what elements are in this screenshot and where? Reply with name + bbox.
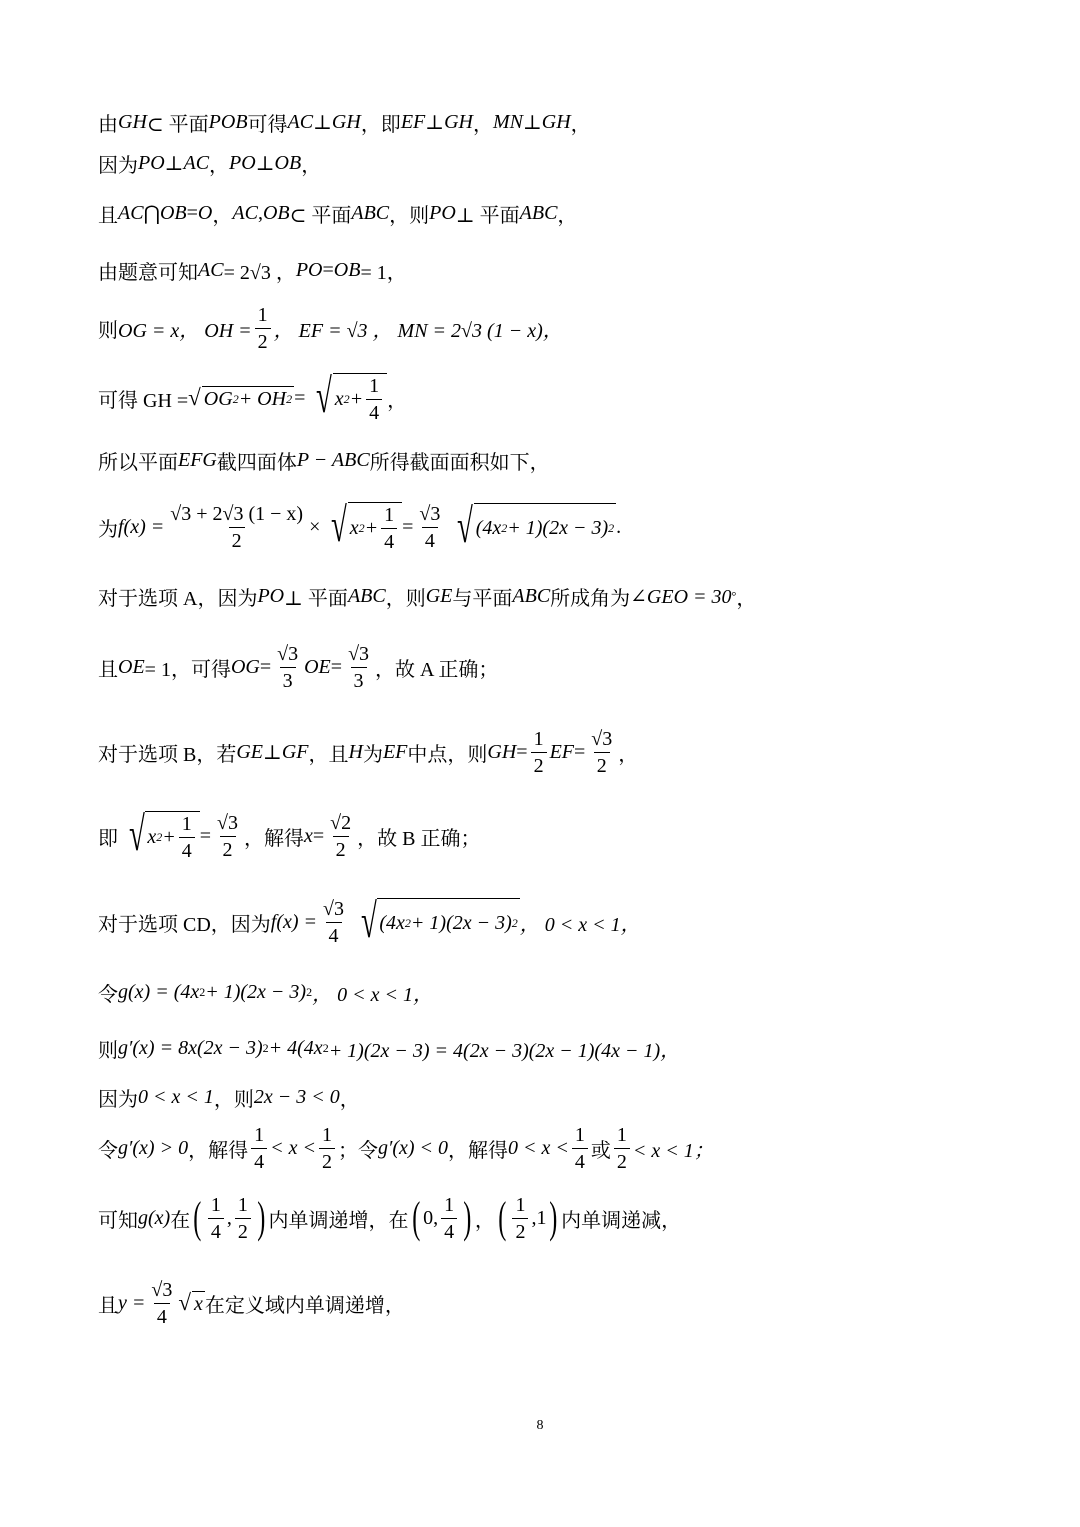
exponent: 2 (343, 391, 350, 406)
text-line-4 (98, 240, 407, 300)
numerator: 1 (369, 374, 380, 397)
numerator: 1 (254, 1123, 265, 1146)
math-expr: f(x) = (118, 515, 165, 538)
text: 由题意可知 (98, 261, 198, 284)
exponent: 2 (199, 984, 206, 999)
denominator: 2 (333, 836, 349, 861)
math-expr: 0, (423, 1206, 439, 1229)
fraction (235, 1194, 251, 1243)
denominator: 2 (220, 836, 236, 861)
denominator: 2 (594, 752, 610, 777)
math-var: GH (487, 740, 517, 763)
math-var: AC (118, 201, 144, 224)
math-var: GH (541, 110, 571, 133)
text: ， (301, 154, 322, 177)
denominator: 4 (154, 1303, 170, 1328)
text: ，解得 (188, 1139, 249, 1162)
text-line-8 (98, 497, 621, 557)
math-var: PO (138, 151, 165, 174)
fraction (208, 1194, 224, 1243)
math-expr: = 2√3 ， (223, 261, 296, 284)
numerator: √3 (277, 642, 299, 665)
math-expr: < x < (270, 1136, 316, 1159)
exponent: 2 (306, 984, 313, 999)
text: ⊂ 平面 (146, 113, 209, 136)
text: ， (557, 204, 578, 227)
math-expr: ， 0 < x < 1， (519, 913, 641, 936)
text: ⊥ 平面 (284, 587, 348, 610)
math-expr: ,1 (531, 1206, 547, 1229)
fraction (179, 813, 195, 862)
text: 则 (98, 319, 118, 342)
radical-sign: √ (178, 1289, 191, 1315)
text: ，故 A 正确； (375, 658, 499, 681)
exponent: 2 (501, 520, 508, 535)
square-root (188, 386, 294, 411)
square-root (118, 807, 200, 862)
math-expr: ∠GEO = 30 (630, 585, 732, 608)
math-var: POB (208, 110, 248, 133)
fraction (512, 1194, 528, 1243)
text: = (294, 386, 306, 409)
math-var: PO (429, 201, 456, 224)
numerator: √3 (217, 811, 238, 834)
text-line-18 (98, 1188, 681, 1248)
math-var: PO (229, 151, 256, 174)
text-line-6 (98, 368, 407, 428)
numerator: 1 (257, 303, 268, 326)
denominator: 3 (280, 667, 296, 692)
math-expr: g′(x) < 0 (377, 1136, 449, 1159)
text-line-7 (98, 430, 550, 490)
numerator: 1 (574, 1123, 585, 1146)
numerator: 1 (533, 727, 544, 750)
text: ⊥ 平面 (455, 204, 520, 227)
denominator: 2 (614, 1148, 630, 1173)
math-var: x (334, 387, 344, 410)
fraction (320, 898, 347, 947)
math-expr: g′(x) > 0 (118, 1136, 189, 1159)
text: ⋂ (143, 202, 160, 225)
math-expr: + (162, 825, 176, 848)
text: ⊥ (425, 111, 445, 134)
text: ⊥ (313, 111, 332, 134)
numerator: √3 (591, 727, 613, 750)
denominator: 4 (441, 1218, 457, 1243)
math-var: H (348, 740, 363, 763)
text: ， (474, 1209, 495, 1232)
math-expr: g′(x) = 8x(2x − 3) (118, 1036, 263, 1059)
numerator: √2 (330, 811, 352, 834)
math-expr: 0 < x < (508, 1136, 569, 1159)
math-var: ABC (512, 584, 551, 607)
numerator: 1 (444, 1193, 455, 1216)
fraction (327, 812, 354, 861)
math-var: ABC (347, 584, 386, 607)
radical-sign: √ (360, 895, 377, 948)
denominator: 2 (235, 1218, 251, 1243)
text-line-10 (98, 637, 498, 697)
text: ；令 (337, 1139, 378, 1162)
math-var: AC (287, 110, 314, 133)
right-paren: ) (257, 1193, 266, 1242)
text: ⊥ (255, 152, 275, 175)
math-var: EF (549, 740, 574, 763)
fraction (274, 643, 301, 692)
text: 对于选项 B，若 (98, 743, 237, 766)
text: = (574, 740, 586, 763)
math-var: GH (118, 110, 147, 133)
math-expr: (4x (475, 516, 502, 539)
denominator: 4 (251, 1148, 267, 1173)
radical-sign: √ (128, 807, 145, 861)
text: ， (212, 204, 233, 227)
text: 令 (98, 1139, 118, 1162)
math-var: PO (257, 584, 285, 607)
text: 所成角为 (550, 587, 631, 610)
math-var: P − ABC (296, 448, 370, 471)
fraction (319, 1124, 335, 1173)
math-var: PO (295, 258, 323, 281)
text: 对于选项 CD，因为 (98, 913, 271, 936)
text: 即 (98, 827, 118, 850)
fraction (148, 1279, 175, 1328)
square-root (178, 1291, 205, 1316)
math-var: OG (203, 387, 233, 410)
right-paren: ) (463, 1193, 472, 1242)
text: = 1，可得 (144, 658, 231, 681)
math-expr: y = (118, 1291, 146, 1314)
text: 对于选项 A，因为 (98, 587, 258, 610)
exponent: 2 (404, 915, 411, 930)
denominator: 4 (208, 1218, 224, 1243)
text: ， (570, 113, 591, 136)
math-var: OB (159, 201, 187, 224)
math-expr: ， 0 < x < 1， (312, 983, 433, 1006)
exponent: 2 (322, 1040, 329, 1055)
radical-sign: √ (457, 500, 474, 553)
square-root (320, 498, 402, 553)
math-var: ABC (351, 201, 390, 224)
text-line-3 (98, 183, 577, 243)
numerator: 1 (237, 1193, 248, 1216)
fraction (345, 643, 372, 692)
denominator: 4 (326, 922, 342, 947)
text: 内单调递减， (561, 1209, 682, 1232)
math-var: EF (382, 740, 408, 763)
text: ，则 (389, 204, 430, 227)
text: 所以平面 (98, 451, 178, 474)
math-expr: < x < 1； (632, 1139, 714, 1162)
text: 可得 GH = (98, 389, 189, 412)
math-expr: + (364, 516, 379, 539)
text: ，解得 (244, 827, 304, 850)
text: ⊥ (522, 111, 542, 134)
math-var: OE (118, 655, 145, 678)
text: ⊥ (164, 152, 184, 175)
fraction (255, 304, 271, 353)
exponent: 2 (358, 520, 365, 535)
math-var: GH (331, 110, 361, 133)
radicand: x (193, 1292, 203, 1315)
math-expr: + (349, 387, 364, 410)
exponent: 2 (286, 391, 293, 406)
text: 所得截面面积如下， (369, 451, 550, 474)
math-var: x (349, 516, 359, 539)
text: = (312, 824, 325, 847)
text-line-11 (98, 722, 638, 782)
square-root (350, 895, 520, 948)
fraction (251, 1124, 267, 1173)
math-var: GH (444, 110, 473, 133)
denominator: 2 (319, 1148, 335, 1173)
text: . (616, 515, 622, 538)
text: × (309, 515, 321, 538)
text: 且 (98, 1294, 118, 1317)
text: 可知 (98, 1209, 138, 1232)
text: ， (209, 154, 230, 177)
math-expr: 0 < x < 1 (138, 1085, 214, 1108)
math-var: OG (230, 655, 260, 678)
text: ， (339, 1088, 360, 1111)
fraction (531, 728, 547, 777)
denominator: 2 (531, 752, 547, 777)
radicand (377, 898, 519, 946)
text-line-19 (98, 1273, 405, 1333)
math-var: OB (274, 151, 302, 174)
text: ，则 (213, 1088, 254, 1111)
text-line-17 (98, 1118, 714, 1178)
text: 为 (98, 518, 118, 541)
math-var: GE (236, 740, 264, 763)
math-expr: ， EF = √3 ， MN = 2√3 (1 − x)， (273, 319, 563, 342)
numerator: 1 (321, 1123, 332, 1146)
text: ⊂ 平面 (289, 204, 352, 227)
text-line-13 (98, 892, 641, 952)
math-var: x (304, 824, 313, 847)
text: = (322, 258, 334, 281)
text: 为 (362, 743, 383, 766)
denominator: 2 (512, 1218, 528, 1243)
math-expr: + 1)(2x − 3) (410, 911, 512, 934)
text: 中点，则 (407, 743, 488, 766)
radical-sign: √ (188, 384, 201, 410)
text: ⊥ (263, 741, 282, 764)
text: ，即 (360, 113, 401, 136)
right-paren: ) (549, 1193, 558, 1242)
numerator: 1 (210, 1193, 221, 1216)
denominator: 4 (366, 399, 382, 424)
math-expr: + OH (238, 387, 287, 410)
text: 可得 (247, 113, 288, 136)
fraction (572, 1124, 588, 1173)
math-var: AC (198, 258, 224, 281)
numerator: √3 + 2√3 (1 − x) (170, 502, 304, 525)
math-expr: + 1)(2x − 3) = 4(2x − 3)(2x − 1)(4x − 1)， (328, 1039, 681, 1062)
comma: , (226, 1206, 232, 1229)
numerator: 1 (616, 1123, 627, 1146)
exponent: 2 (156, 829, 163, 844)
text: ， (736, 587, 757, 610)
radicand (333, 373, 387, 424)
page-number: 8 (536, 1418, 544, 1433)
left-paren: ( (411, 1193, 420, 1242)
fraction (416, 503, 443, 552)
fraction (441, 1194, 457, 1243)
math-var: AC (183, 151, 210, 174)
math-var: OB (262, 201, 290, 224)
text: ， (472, 113, 493, 136)
square-root (446, 500, 616, 553)
math-var: OE (304, 655, 331, 678)
math-expr: + 1)(2x − 3) (205, 980, 307, 1003)
numerator: 1 (384, 503, 395, 526)
math-var: EFG (178, 448, 217, 471)
math-expr: OG = x， OH = (118, 319, 252, 342)
text: 与平面 (452, 587, 513, 610)
math-var: x (147, 825, 157, 848)
math-expr: + 1)(2x − 3) (507, 516, 609, 539)
text: ，且 (308, 743, 349, 766)
fraction (588, 728, 615, 777)
text: = (199, 824, 212, 847)
text-line-12 (98, 806, 481, 866)
numerator: √3 (419, 502, 441, 525)
fraction (167, 503, 306, 552)
text: = (186, 201, 198, 224)
square-root (305, 369, 387, 424)
math-var: GF (281, 740, 309, 763)
radicand (202, 386, 294, 411)
math-var: O (197, 201, 213, 224)
radical-sign: √ (331, 498, 348, 552)
math-expr: 2x − 3 < 0 (253, 1085, 340, 1108)
text-line-5 (98, 298, 563, 358)
text: = 1， (360, 261, 407, 284)
numerator: √3 (348, 642, 370, 665)
math-var: ABC (519, 201, 558, 224)
text: ， (618, 743, 639, 766)
text: ，解得 (448, 1139, 509, 1162)
text: = (516, 740, 528, 763)
fraction (366, 375, 382, 424)
text-line-14 (98, 962, 433, 1022)
text: ，故 B 正确； (357, 827, 481, 850)
text: = (402, 515, 414, 538)
denominator: 2 (229, 527, 245, 552)
text: 且 (98, 204, 118, 227)
text: 截四面体 (216, 451, 297, 474)
exponent: 2 (608, 520, 615, 535)
text: 则 (98, 1039, 118, 1062)
denominator: 4 (422, 527, 438, 552)
text: 因为 (98, 154, 138, 177)
fraction (214, 812, 241, 861)
left-paren: ( (498, 1193, 507, 1242)
exponent: 2 (262, 1040, 269, 1055)
left-paren: ( (193, 1193, 202, 1242)
text: 因为 (98, 1088, 138, 1111)
denominator: 4 (572, 1148, 588, 1173)
denominator: 4 (381, 528, 397, 553)
text: 由 (98, 113, 118, 136)
math-var: EF (400, 110, 426, 133)
math-var: OB (333, 258, 361, 281)
text: 在定义域内单调递增， (204, 1294, 405, 1317)
math-var: MN (492, 110, 523, 133)
math-expr: g(x) (138, 1206, 171, 1229)
math-var: AC (232, 201, 258, 224)
text: 且 (98, 658, 118, 681)
numerator: 1 (181, 812, 192, 835)
math-expr: g(x) = (4x (118, 980, 200, 1003)
text: = (259, 655, 272, 678)
denominator: 3 (351, 667, 367, 692)
fraction (381, 504, 397, 553)
denominator: 4 (179, 837, 195, 862)
numerator: 1 (515, 1193, 526, 1216)
exponent: 2 (511, 915, 518, 930)
text: , (257, 201, 263, 224)
text: 内单调递增，在 (268, 1209, 409, 1232)
text: 令 (98, 983, 118, 1006)
math-expr: + 4(4x (268, 1036, 323, 1059)
radicand (474, 503, 616, 551)
math-expr: (4x (379, 911, 405, 934)
text: ，则 (385, 587, 426, 610)
degree-sign: ° (731, 588, 737, 603)
fraction (614, 1124, 630, 1173)
math-expr: f(x) = (270, 910, 318, 933)
text: 在 (170, 1209, 191, 1232)
numerator: √3 (323, 897, 345, 920)
text: 或 (590, 1139, 611, 1162)
radicand (145, 811, 199, 862)
text: = (330, 655, 343, 678)
radical-sign: √ (316, 369, 333, 423)
denominator: 2 (255, 328, 271, 353)
radicand (348, 502, 402, 553)
text: ， (387, 389, 408, 412)
math-var: GE (425, 584, 453, 607)
exponent: 2 (232, 391, 239, 406)
text-line-9 (98, 566, 756, 626)
numerator: √3 (151, 1278, 173, 1301)
